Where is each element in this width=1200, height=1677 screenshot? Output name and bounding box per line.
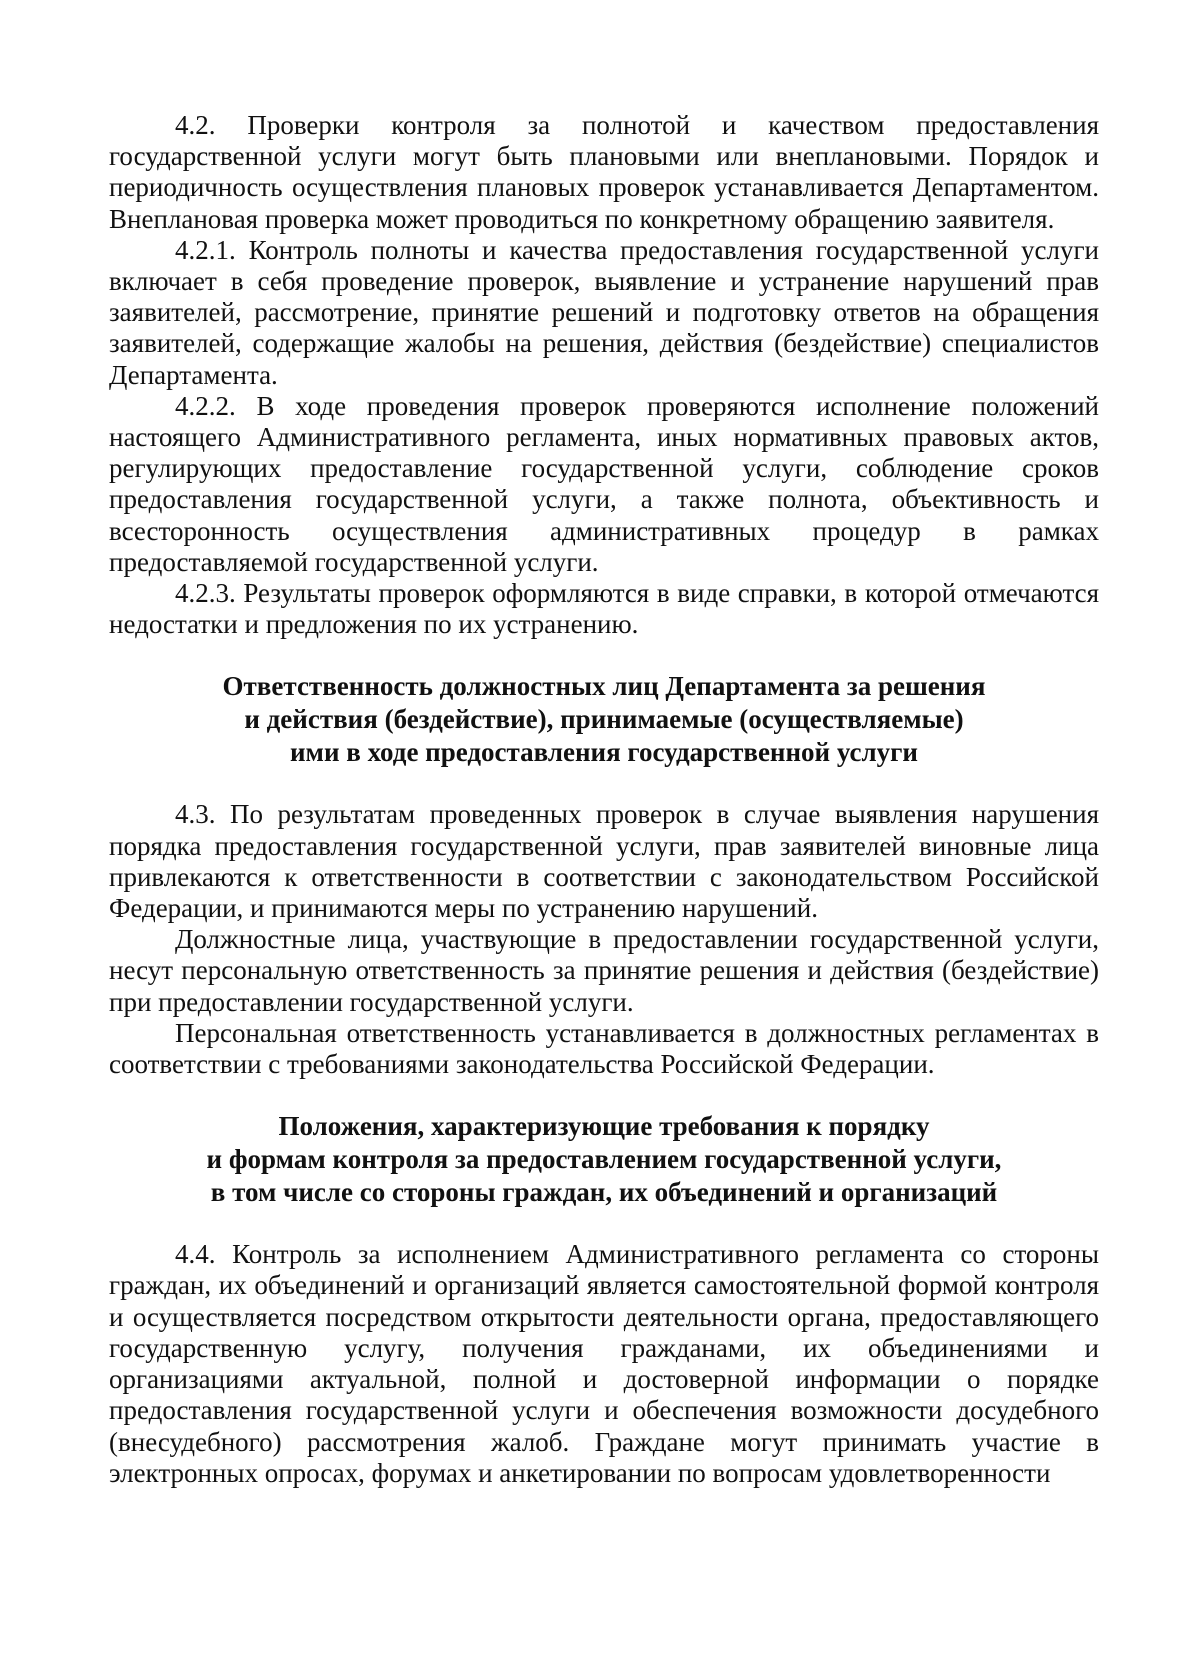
- heading-line: Ответственность должностных лиц Департамента за решения: [222, 671, 986, 702]
- section-heading-control-forms: [109, 1110, 1099, 1209]
- paragraph-4-3: 4.3. По результатам проведенных проверок в случае выявления нарушения порядка предоставления государственной услуги, прав заявителей виновные лица привлекаются к ответственности в соответствии с законодательством Российской Федерации, и принимаются меры по устранению нарушений.: [109, 799, 1099, 924]
- heading-line: Положения, характеризующие требования к порядку: [278, 1111, 930, 1142]
- section-heading-responsibility: [109, 670, 1099, 769]
- paragraph-4-3-personal: Персональная ответственность устанавливается в должностных регламентах в соответствии с требованиями законодательства Российской Федерации.: [109, 1017, 1099, 1080]
- heading-line: и действия (бездействие), принимаемые (осуществляемые): [244, 704, 964, 735]
- heading-line: и формам контроля за предоставлением государственной услуги,: [206, 1144, 1002, 1175]
- paragraph-4-4: 4.4. Контроль за исполнением Административного регламента со стороны граждан, их объединений и организаций является самостоятельной формой контроля и осуществляется посредством открытости деятельности органа, предоставляющего государственную услугу, получения гражданами, их объединениями и организациями актуальной, полной и достоверной информации о порядке предоставления государственной услуги и обеспечения возможности досудебного (внесудебного) рассмотрения жалоб. Граждане могут принимать участие в электронных опросах, форумах и анкетировании по вопросам удовлетворенности: [109, 1239, 1099, 1488]
- heading-line: ими в ходе предоставления государственной услуги: [290, 737, 918, 768]
- paragraph-4-2-3: 4.2.3. Результаты проверок оформляются в виде справки, в которой отмечаются недостатки и предложения по их устранению.: [109, 578, 1099, 640]
- paragraph-4-2-1: 4.2.1. Контроль полноты и качества предоставления государственной услуги включает в себя проведение проверок, выявление и устранение нарушений прав заявителей, рассмотрение, принятие решений и подготовку ответов на обращения заявителей, содержащие жалобы на решения, действия (бездействие) специалистов Департамента.: [109, 234, 1099, 390]
- paragraph-4-2-2: 4.2.2. В ходе проведения проверок проверяются исполнение положений настоящего Административного регламента, иных нормативных правовых актов, регулирующих предоставление государственной услуги, соблюдение сроков предоставления государственной услуги, а также полнота, объективность и всесторонность осуществления административных процедур в рамках предоставляемой государственной услуги.: [109, 390, 1099, 577]
- paragraph-4-3-officials: Должностные лица, участвующие в предоставлении государственной услуги, несут персональную ответственность за принятие решения и действия (бездействие) при предоставлении государственной услуги.: [109, 924, 1099, 1017]
- paragraph-4-2: 4.2. Проверки контроля за полнотой и качеством предоставления государственной услуги могут быть плановыми или внеплановыми. Порядок и периодичность осуществления плановых проверок устанавливается Департаментом. Внеплановая проверка может проводиться по конкретному обращению заявителя.: [109, 110, 1099, 234]
- document-page: [109, 110, 1099, 1489]
- heading-line: в том числе со стороны граждан, их объединений и организаций: [210, 1177, 998, 1208]
